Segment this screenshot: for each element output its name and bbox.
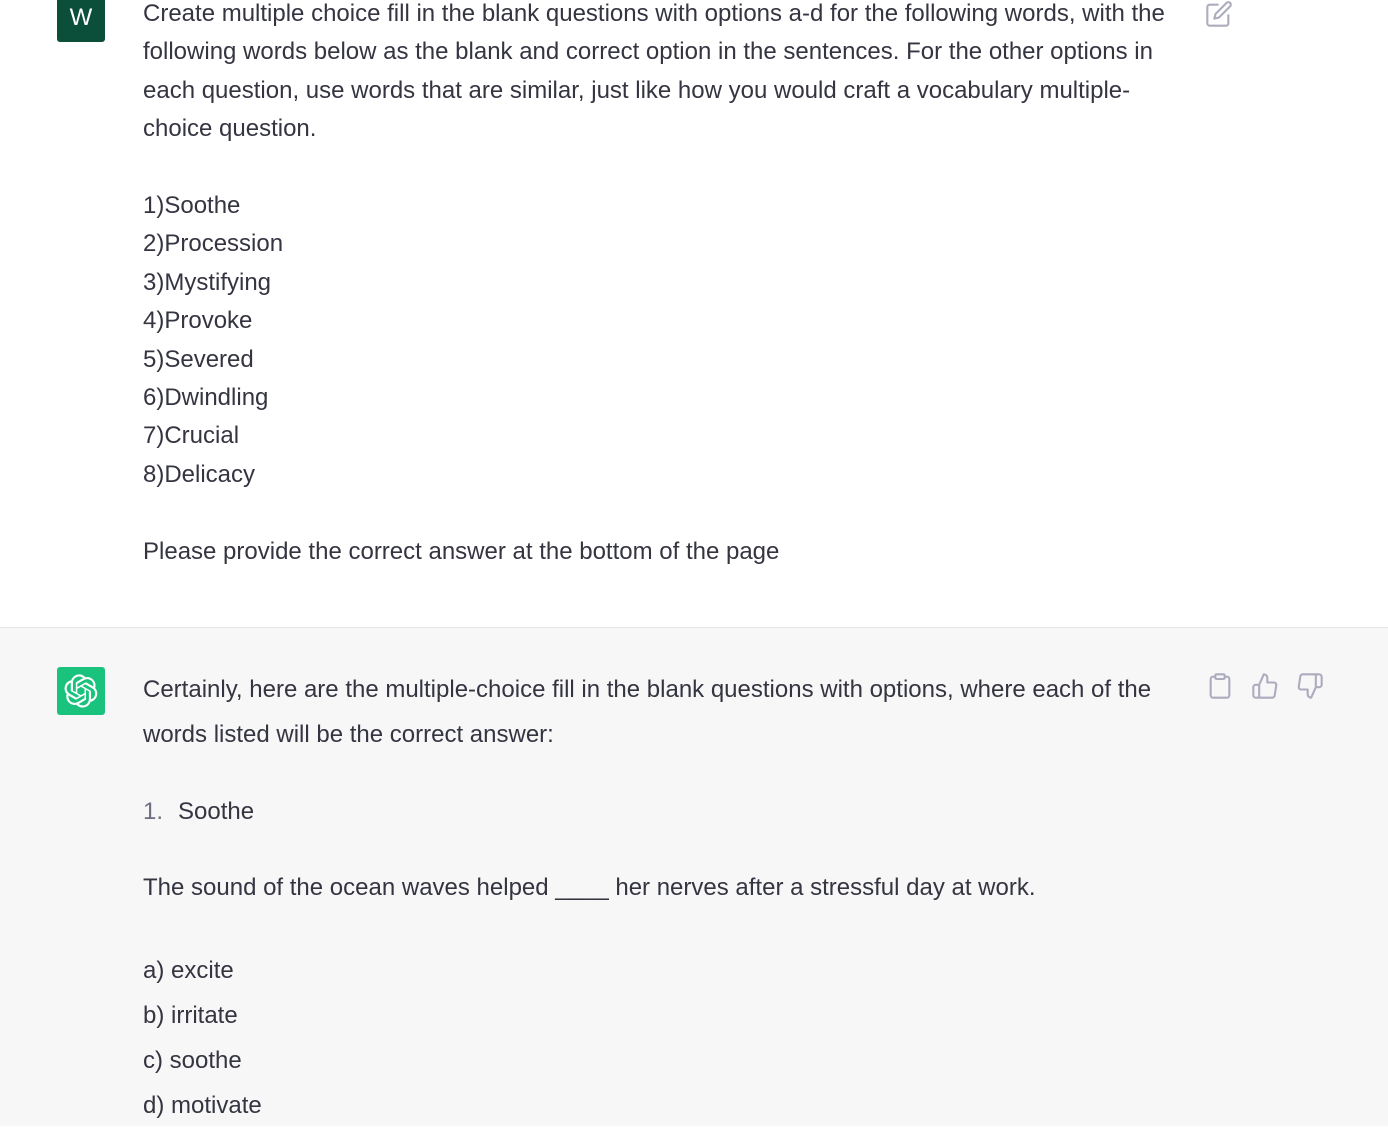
clipboard-icon[interactable] [1206, 672, 1234, 700]
thumbs-down-icon[interactable] [1296, 672, 1324, 700]
word-list-item: 5)Severed [143, 345, 254, 373]
thumbs-up-icon[interactable] [1251, 672, 1279, 700]
user-avatar-letter: W [69, 4, 93, 31]
word-list-item: 1)Soothe [143, 192, 241, 220]
word-list-item: 2)Procession [143, 230, 284, 258]
user-avatar [57, 0, 105, 42]
edit-icon[interactable] [1205, 0, 1233, 28]
question-word: Soothe [178, 798, 255, 825]
answer-option: d) motivate [143, 1092, 262, 1119]
word-list-item: 6)Dwindling [143, 384, 269, 412]
openai-logo-icon [64, 674, 98, 708]
answer-option: c) soothe [143, 1047, 242, 1074]
user-prompt-closing: Please provide the correct answer at the bottom of the page [143, 537, 780, 565]
answer-options [143, 948, 262, 1128]
question-heading [143, 795, 254, 829]
user-message-text [143, 0, 1183, 571]
assistant-avatar [57, 667, 105, 715]
assistant-intro: Certainly, here are the multiple-choice fill in the blank questions with options, where each of the words listed will be the correct answer: [143, 676, 1152, 748]
question-sentence: The sound of the ocean waves helped ____ her nerves after a stressful day at work. [143, 874, 1036, 901]
user-prompt-intro: Create multiple choice fill in the blank questions with options a-d for the following words, with the following words below as the blank and correct option in the sentences. For the other options in each question, use words that are similar, just like how you would craft a vocabulary multiple-choice question. [143, 0, 1165, 143]
answer-option: a) excite [143, 957, 234, 984]
word-list-item: 8)Delicacy [143, 460, 256, 488]
answer-option: b) irritate [143, 1002, 238, 1029]
word-list-item: 7)Crucial [143, 422, 240, 450]
word-list-item: 4)Provoke [143, 307, 253, 335]
question-number: 1. [143, 798, 164, 825]
word-list-item: 3)Mystifying [143, 268, 272, 296]
